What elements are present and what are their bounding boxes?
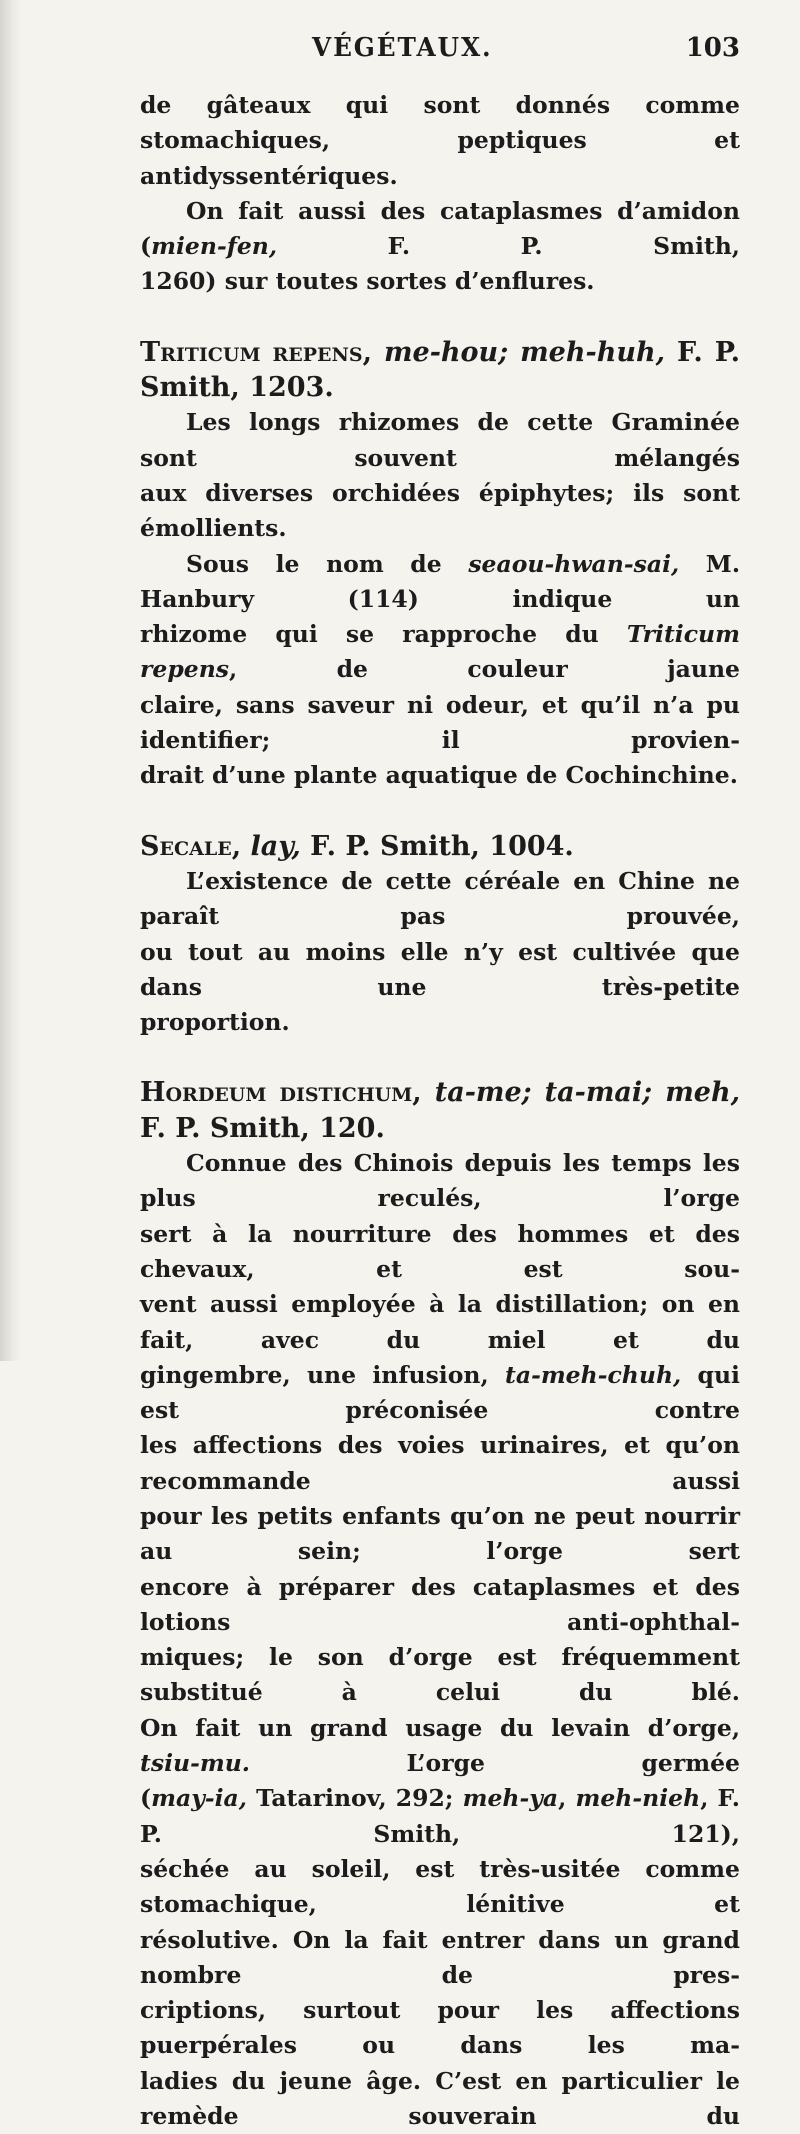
text-line (140, 1640, 740, 1711)
text-segment: ( (140, 1784, 152, 1813)
chinese-name: me-hou; meh-huh, (383, 336, 665, 368)
text-segment: proportion. (140, 1008, 290, 1037)
body-text (140, 88, 740, 2134)
text-line (140, 1993, 740, 2064)
text-segment: L’existence de cette céréale en Chine ne paraît pas prouvée, (140, 866, 740, 931)
section-gap (140, 794, 740, 829)
text-segment: claire, sans saveur ni odeur, et qu’il n’a pu identifier; il provien- (140, 690, 740, 755)
text-segment: ladies du jeune âge. C’est en particulier le remède souverain du (140, 2066, 740, 2131)
binding-shadow (0, 0, 22, 1361)
text-line (140, 88, 740, 159)
text-segment: criptions, surtout pour les affections puerpérales ou dans les ma- (140, 1996, 740, 2060)
text-line (140, 194, 740, 265)
text-segment: séchée au soleil, est très-usitée comme stomachique, lénitive et (140, 1854, 740, 1919)
text-line (140, 1358, 740, 1429)
text-line (140, 264, 740, 299)
chinese-name: tsiu-mu. (140, 1749, 250, 1778)
text-segment: les affections des voies urinaires, et qu’on recommande aussi (140, 1431, 740, 1495)
text-line (140, 1852, 740, 1923)
text-segment: F. P. Smith, 1004. (300, 830, 574, 862)
chinese-name: ta-me; ta-mai; meh, (434, 1077, 740, 1109)
text-line (140, 688, 740, 759)
latin-name: Hordeum distichum (140, 1077, 413, 1109)
text-segment: résolutive. On la fait entrer dans un grand nombre de pres- (140, 1925, 740, 1989)
text-segment: F. P. Smith, (277, 232, 740, 261)
text-line (140, 1923, 740, 1994)
text-segment: de gâteaux qui sont donnés comme stomachiques, peptiques et (140, 91, 740, 155)
text-segment: On fait un grand usage du levain d’orge, (140, 1713, 740, 1742)
text-segment: M. Hanbury (114) indique un (140, 549, 740, 613)
running-head-title: VÉGÉTAUX. (312, 33, 493, 63)
chinese-name: ta-meh-chuh, (504, 1360, 682, 1389)
text-segment: , (362, 336, 384, 368)
text-segment: F. P. Smith, 120. (140, 1112, 385, 1144)
text-segment: F. P. Smith, 1203. (140, 336, 740, 404)
text-line (140, 1570, 740, 1641)
text-segment: , F. P. Smith, 121), (140, 1784, 740, 1848)
text-segment: Connue des Chinois depuis les temps les plus reculés, l’orge (140, 1149, 740, 1213)
text-segment: rhizome qui se rapproche du (140, 620, 627, 649)
text-line (140, 547, 740, 618)
chinese-name: meh-ya (462, 1784, 559, 1813)
text-segment: , (231, 830, 251, 862)
text-line (140, 935, 740, 1006)
text-segment: , de couleur jaune (229, 655, 740, 684)
text-segment: encore à préparer des cataplasmes et des lotions anti-ophthal- (140, 1572, 740, 1636)
text-segment: miques; le son d’orge est fréquemment substitué à celui du blé. (140, 1643, 740, 1707)
text-line (140, 476, 740, 547)
chinese-name: lay, (250, 830, 301, 862)
text-segment: 1260) sur toutes sortes d’enflures. (140, 267, 595, 296)
chinese-name: mien-fen, (151, 232, 278, 261)
text-segment: On fait aussi des cataplasmes d’amidon ( (140, 196, 740, 261)
text-segment: Sous le nom de (186, 549, 469, 578)
text-line (140, 405, 740, 476)
section-gap (140, 300, 740, 335)
text-segment: pour les petits enfants qu’on ne peut nourrir au sein; l’orge sert (140, 1501, 740, 1566)
text-segment: , (558, 1784, 576, 1813)
text-segment: qui est préconisée contre (140, 1360, 740, 1425)
text-line (140, 1217, 740, 1288)
text-segment: ou tout au moins elle n’y est cultivée que dans une très-petite (140, 937, 740, 1001)
text-line (140, 2064, 740, 2134)
text-line (140, 1146, 740, 1217)
text-line (140, 1287, 740, 1358)
entry-heading (140, 829, 740, 864)
text-segment: antidyssentériques. (140, 161, 398, 190)
text-segment: aux diverses orchidées épiphytes; ils sont émollients. (140, 478, 740, 543)
page-number: 103 (685, 33, 740, 63)
chinese-name: seaou-hwan-sai, (468, 549, 680, 578)
text-segment: Les longs rhizomes de cette Graminée sont souvent mélangés (140, 408, 740, 472)
text-line (140, 1428, 740, 1499)
entry-heading (140, 335, 740, 406)
text-line (140, 1005, 740, 1040)
text-segment: , (412, 1077, 435, 1109)
text-segment: gingembre, une infusion, (140, 1360, 505, 1389)
text-line (140, 1781, 740, 1852)
text-segment: vent aussi employée à la distillation; on en fait, avec du miel et du (140, 1290, 740, 1354)
latin-name: Triticum repens (140, 336, 363, 368)
chinese-name: Triticum repens (140, 620, 740, 684)
chinese-name: may-ia, (151, 1784, 247, 1813)
text-line (140, 617, 740, 688)
text-line (140, 1711, 740, 1782)
text-line (140, 864, 740, 935)
text-line (140, 1499, 740, 1570)
text-line (140, 758, 740, 793)
text-segment: L’orge germée (249, 1749, 740, 1778)
text-line (140, 159, 740, 194)
section-gap (140, 1040, 740, 1075)
text-segment: Tatarinov, 292; (246, 1784, 463, 1813)
latin-name: Secale (140, 830, 232, 862)
text-segment: sert à la nourriture des hommes et des chevaux, et est sou- (140, 1219, 740, 1283)
chinese-name: meh-nieh (575, 1784, 701, 1813)
running-head (140, 33, 740, 73)
entry-heading (140, 1075, 740, 1146)
text-segment: drait d’une plante aquatique de Cochinchine. (140, 761, 738, 790)
